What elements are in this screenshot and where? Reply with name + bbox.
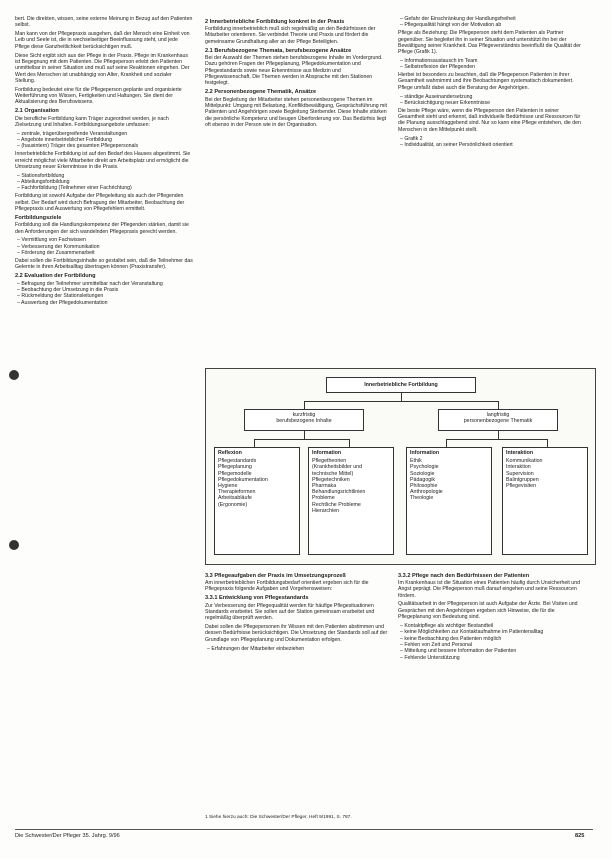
paragraph: Im Krankenhaus ist die Situation eines Patienten häufig durch Unsicherheit und Angst geprägt. Die Pflegeperson muß darauf eingehen und seine Ressourcen fördern. (398, 580, 582, 599)
connector-line (304, 401, 499, 402)
section-heading: 3.3 Pflegeaufgaben der Praxis im Umsetzungsprozeß (205, 572, 346, 579)
list-item: – zentrale, trägerübergreifende Veranstaltungen (17, 130, 128, 137)
text-column-4 (205, 570, 388, 825)
paragraph: Die beste Pflege wäre, wenn die Pflegeperson den Patienten in seiner Gesamtheit sieht und erkennt, daß individuelle Bedürfnisse und Ressourcen für die Planung ausschlaggebend sind. Nur so kann eine Pflege entstehen, die den Menschen in den Mittelpunkt stellt. (398, 107, 583, 133)
box-title: Reflexion (218, 450, 242, 456)
list-item: – keine Möglichkeiten zur Kontaktaufnahme im Patientenalltag (400, 629, 544, 636)
section-heading: 3.3.1 Entwicklung von Pflegestandards (205, 595, 309, 602)
list-item: – Rückmeldung der Stationsleitungen (17, 293, 104, 300)
diagram-box-reflexion (214, 447, 300, 555)
box-item: Pflegevisiten (506, 483, 537, 490)
diagram-box-information-2 (406, 447, 492, 555)
connector-line (304, 401, 305, 409)
paragraph: Qualitätsarbeit in der Pflegeperson ist auch Aufgabe der Ärzte. Bei Visiten und Gesprächen mit den Angehörigen ergeben sich Hinweise, die für die Pflegeplanung von Bedeutung sind. (398, 601, 580, 621)
list-item: – Kontaktpflege als wichtiger Bestandteil (400, 622, 494, 629)
diagram-branch-short-term: kurzfristig berufsbezogene Inhalte (244, 409, 364, 431)
box-item: Pädagogik (410, 476, 436, 483)
box-item: Kommunikation (506, 458, 543, 465)
list-item: – Individualität, an seiner Persönlichkeit orientiert (400, 141, 513, 148)
section-heading: 2.2 Personenbezogene Thematik, Ansätze (205, 89, 317, 96)
paragraph: Fortbildung bedeutet eine für die Pflegeperson geplante und organisierte Weiterführung von Wissen, Fertigkeiten und Haltungen. Sie dient der Aktualisierung des Berufswissens. (15, 86, 184, 106)
connector-line (498, 431, 499, 439)
paragraph: Innerbetriebliche Fortbildung ist auf den Bedarf des Hauses abgestimmt. Sie erreicht möglichst viele Mitarbeiter direkt am Arbeitsplatz und ermöglicht die Umsetzung neuer Erkenntnisse in die Praxis. (15, 151, 192, 170)
bullet-list (398, 623, 584, 661)
list-item: – Mitteilung und bessere Information der Patienten (400, 648, 517, 655)
section-heading: 2.1 Organisation (15, 108, 59, 115)
connector-line (254, 439, 350, 440)
connector-line (304, 431, 305, 439)
box-item: Pharmaka (312, 483, 337, 490)
paragraph: Am innerbetrieblichen Fortbildungsbedarf orientiert ergeben sich für die Pflegepraxis folgende Aufgaben und Vorgehensweisen: (205, 580, 370, 593)
box-item: Psychologie (410, 464, 439, 471)
diagram-branch-long-term: langfristig personenbezogene Thematik (438, 409, 558, 431)
list-item: – Erfahrungen der Mitarbeiter einbeziehen (207, 645, 305, 652)
list-item: – Gefahr der Einschränkung der Handlungsfreiheit (400, 16, 516, 22)
box-item: (Ergonomie) (218, 501, 248, 508)
section-heading: 2.1 Berufsbezogene Themata, berufsbezogene Ansätze (205, 47, 352, 54)
text-column-2 (205, 16, 388, 356)
box-item: Pflegedokumentation (218, 476, 268, 483)
paragraph: Diese Sicht ergibt sich aus der Pflege in der Praxis. Pflege im Krankenhaus ist Begegnung mit dem Patienten. Die Pflegeperson erlebt den Patienten unmittelbar in seiner Situation und muß auf seine Reaktionen eingehen. Der Wert des Menschen ist unabhängig von Alter, Krankheit und sozialer Stellung. (15, 52, 191, 84)
text-column-3 (398, 16, 584, 356)
box-item: technische Mittel) (312, 470, 354, 477)
paragraph: Pflege als Beziehung: Die Pflegeperson steht dem Patienten als Partner gegenüber. Sie begleitet ihn in seiner Situation und unterstützt ihn bei der Bewältigung seiner Krankheit. Das Pflegeverständnis beeinflußt die Qualität der Pflege (Grafik 1). (398, 30, 583, 56)
bullet-list (15, 173, 193, 192)
connector-line (349, 439, 350, 447)
text-column-5 (398, 570, 584, 825)
list-item: – Grafik 2 (400, 135, 423, 142)
footer-journal: Die Schwester/Der Pfleger 35. Jahrg. 9/96 (15, 833, 120, 839)
list-item: – (hausintern) Träger des gesamten Pflegepersonals (17, 143, 139, 150)
list-item: – Berücksichtigung neuer Erkenntnisse (400, 99, 490, 106)
bullet-list (205, 646, 388, 652)
connector-line (254, 439, 255, 447)
box-item: Rechtliche Probleme (312, 501, 361, 508)
section-heading: 3.3.2 Pflege nach den Bedürfnissen der Patienten (398, 572, 530, 579)
box-item: Pflegetechniken (312, 476, 350, 483)
box-item: Pflegeplanung (218, 464, 252, 471)
list-item: – Befragung der Teilnehmer unmittelbar nach der Veranstaltung (17, 280, 163, 287)
footer-rule (15, 829, 593, 830)
list-item: – Stationsfortbildung (17, 172, 65, 179)
box-title: Information (410, 450, 440, 456)
list-item: – Informationsaustausch im Team (400, 57, 478, 64)
bullet-list (15, 237, 193, 256)
list-item: – Förderung der Zusammenarbeit (17, 250, 95, 256)
box-item: Hygiene (218, 483, 238, 490)
bullet-list (398, 16, 584, 29)
paragraph: Hierbei ist besonders zu beachten, daß die Pflegeperson Patienten in ihrer Gesamtheit wahrnimmt und ihre Beobachtungen systematisch dokumentiert. Pflege umfaßt dabei auch die Beratung der Angehörigen. (398, 72, 576, 91)
box-item: Philosophie (410, 483, 438, 490)
list-item: – Angebote innerbetrieblicher Fortbildung (17, 137, 112, 144)
box-item: Hierarchien (312, 507, 340, 514)
paragraph: Fortbildung ist sowohl Aufgabe der Pflegeleitung als auch der Pflegenden selbst. Der Bedarf wird durch Befragung der Mitarbeiter, Beobachtung der Pflegepraxis und Auswertung von Pflegefehlern ermittelt. (15, 193, 186, 212)
connector-line (401, 393, 402, 401)
bullet-list (398, 58, 584, 71)
box-item: Balintgruppen (506, 476, 539, 483)
box-item: Ethik (410, 458, 422, 465)
box-item: Behandlungsrichtlinien (312, 489, 366, 496)
footnote: 1 Siehe hierzu auch: Die Schwester/Der Pfleger, Heft 9/1991, S. 787. (205, 815, 352, 820)
diagram-box-interaktion (502, 447, 588, 555)
box-item: Supervision (506, 470, 534, 477)
bullet-list (15, 281, 193, 306)
section-heading: Fortbildungsziele (15, 214, 62, 221)
connector-line (446, 439, 548, 440)
section-heading: 2.2 Evaluation der Fortbildung (15, 273, 96, 280)
paragraph: Zur Verbesserung der Pflegequalität werden für häufige Pflegesituationen Standards erarbeitet. Sie sollen auf der Station gemeinsam erarbeitet und regelmäßig überprüft werden. (205, 602, 376, 622)
box-item: Probleme (312, 495, 335, 502)
bullet-list (398, 94, 584, 107)
list-item: – Fehlende Unterstützung (400, 654, 460, 661)
paragraph: Fortbildung soll die Handlungskompetenz der Pflegenden stärken, damit sie den Anforderungen der sich wandelnden Pflegepraxis gerecht werden. (15, 222, 191, 235)
paragraph: Bei der Begleitung der Mitarbeiter stehen personenbezogene Themen im Mittelpunkt: Umgang mit Belastung, Konfliktbewältigung, Gesprächsführung mit Patienten und Angehörigen sowie Begleitung Sterbender. Diese Inhalte stärken die persönliche Kompetenz und beugen Überforderung vor. Das Bedürfnis liegt oft ebenso in der Person wie in der Organisation. (205, 96, 389, 129)
box-item: Therapieformen (218, 489, 256, 496)
text-column-1 (15, 16, 193, 820)
list-item: – Fehlen von Zeit und Personal (400, 641, 473, 648)
box-title: Interaktion (506, 450, 534, 456)
bullet-list (15, 131, 193, 150)
page-number: 825 (575, 833, 585, 839)
list-item: – Verbesserung der Kommunikation (17, 243, 100, 250)
box-title: Information (312, 450, 342, 456)
list-item: – Auswertung der Pflegedokumentation (17, 299, 108, 306)
list-item: – Vermittlung von Fachwissen (17, 237, 86, 244)
list-item: – Abteilungsfortbildung (17, 179, 70, 186)
list-item: – Beobachtung der Umsetzung in die Praxis (17, 286, 119, 293)
box-item: Pflegemodelle (218, 470, 252, 477)
list-item: – Selbstreflexion der Pflegenden (400, 64, 475, 71)
box-item: Interaktion (506, 464, 531, 471)
list-item: – Pflegequalität hängt von der Motivation ab (400, 22, 502, 29)
paragraph: Fortbildung innerbetrieblich muß sich regelmäßig an den Bedürfnissen der Mitarbeiter orientieren. Sie verbindet Theorie und Praxis und fördert die gemeinsame Grundhaltung aller an der Pflege Beteiligten. (205, 26, 377, 45)
box-item: Pflegestandards (218, 458, 257, 465)
paragraph: Dabei sollen die Fortbildungsinhalte so gestaltet sein, daß die Teilnehmer das Gelernte in ihren Arbeitsalltag übertragen können (Praxistransfer). (15, 257, 195, 271)
list-item: – Fachfortbildung (Teilnehmer einer Fachrichtung) (17, 185, 132, 192)
section-heading: 2 Innerbetriebliche Fortbildung konkret in der Praxis (205, 18, 345, 25)
connector-line (498, 401, 499, 409)
diagram-root-box: Innerbetriebliche Fortbildung (326, 377, 476, 393)
paragraph: Die berufliche Fortbildung kann Träger zugeordnet werden, je nach Zielsetzung und Inhalten. Fortbildungsangebote umfassen: (15, 115, 171, 128)
bullet-list (398, 136, 584, 149)
margin-mark-icon (9, 370, 19, 380)
box-item: Arbeitsabläufe (218, 495, 252, 502)
list-item: – ständige Auseinandersetzung (400, 93, 473, 100)
box-item: Anthropologie (410, 489, 443, 496)
diagram-box-information-1 (308, 447, 394, 555)
box-item: Theologie (410, 495, 434, 502)
paragraph: Dabei sollen die Pflegepersonen ihr Wissen mit den Patienten abstimmen und dessen Bedürfnisse berücksichtigen. Die Umsetzung der Standards soll auf der Grundlage von Pflegeplanung und Dokumentation erfolgen. (205, 624, 389, 643)
paragraph: bert. Die direkten, wissen, seine externe Meinung in Bezug auf den Patienten selbst. (15, 16, 194, 29)
box-item: (Krankheitsbilder und (312, 464, 363, 471)
box-item: Soziologie (410, 470, 435, 477)
paragraph: Bei der Auswahl der Themen stehen berufsbezogene Inhalte im Vordergrund. Dazu gehören Fragen der Pflegeplanung, Pflegedokumentation und Pflegestandards sowie neue Erkenntnisse aus Medizin und Pflegewissenschaft. Die Themen werden in Absprache mit den Stationen festgelegt. (205, 55, 384, 87)
connector-line (547, 439, 548, 447)
margin-mark-icon (9, 540, 19, 550)
box-item: Pflegetheorien (312, 458, 347, 465)
fortbildung-diagram (205, 368, 596, 565)
paragraph: Man kann von der Pflegepraxis ausgehen, daß der Mensch eine Einheit von Leib und Seele ist, die in wechselseitiger Beeinflussung steht, und jede Pflege diese Ganzheitlichkeit berücksichtigen muß. (15, 31, 191, 50)
list-item: – keine Beobachtung des Patienten möglich (400, 635, 502, 642)
connector-line (446, 439, 447, 447)
